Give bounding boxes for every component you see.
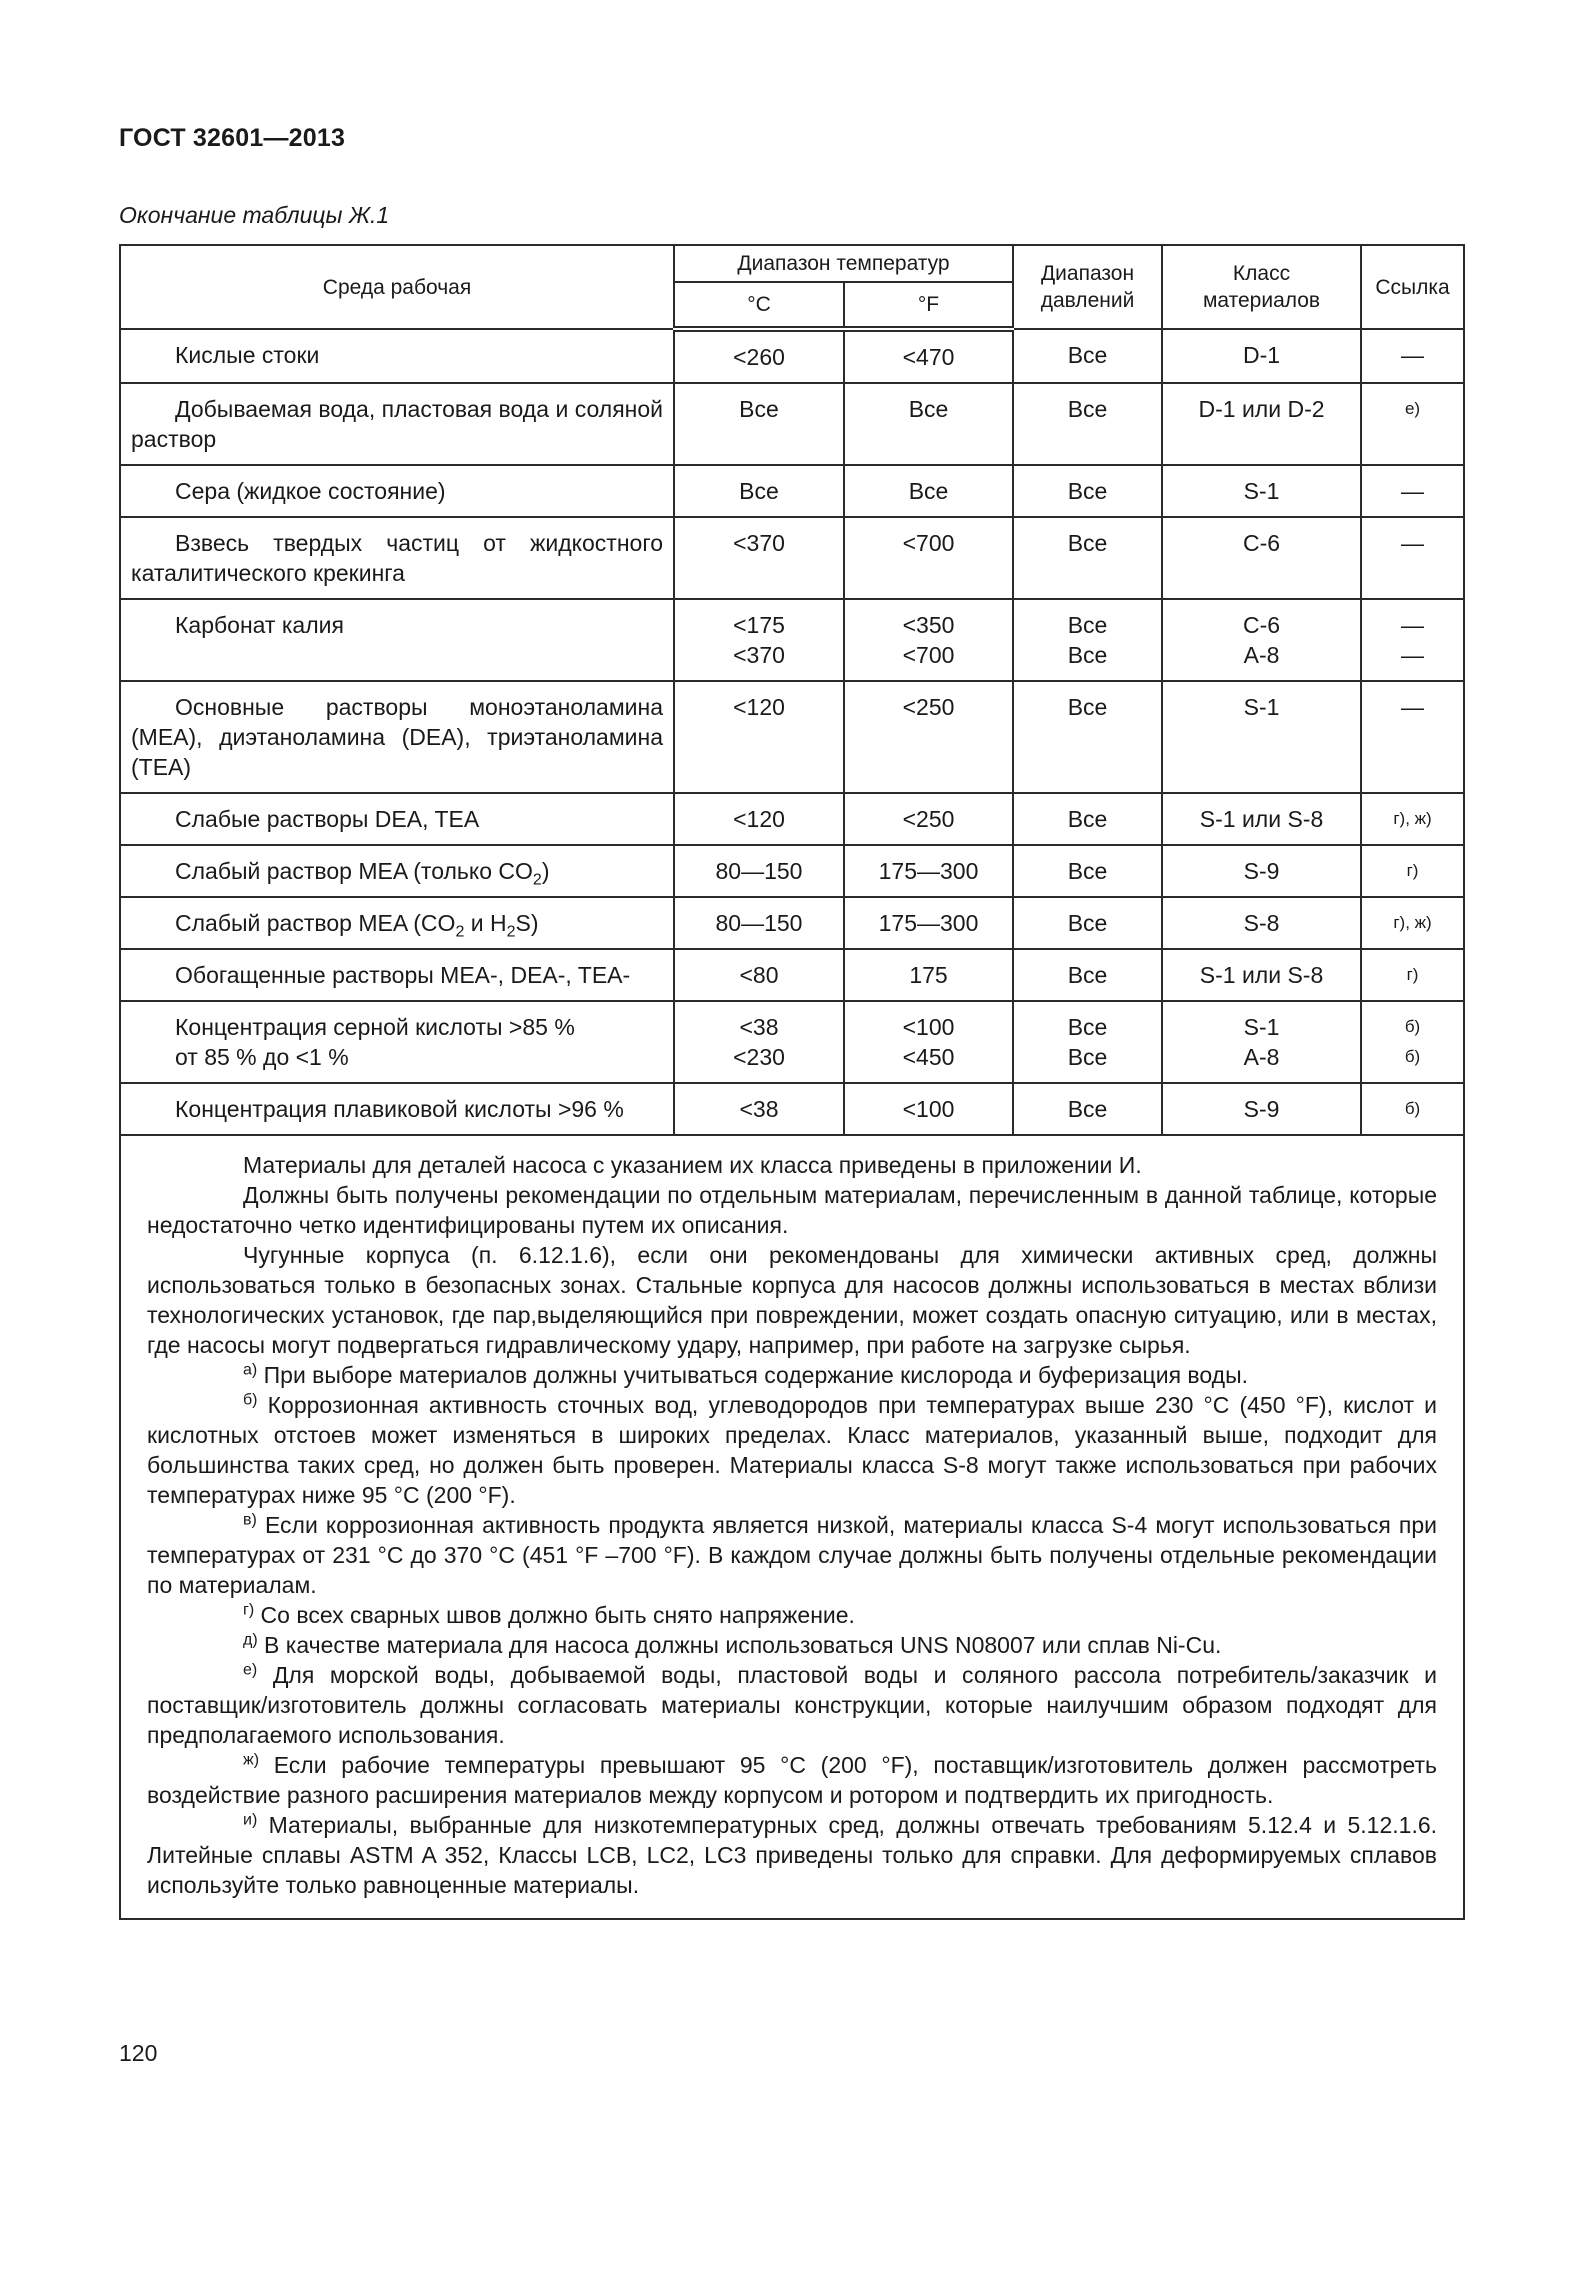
fahrenheit-cell: <250 [844,681,1013,793]
footnote-b [147,1390,1437,1510]
col-pressure-range [1013,245,1162,329]
material-value: A-8 [1243,642,1280,668]
pressure-value: Все [1067,642,1108,668]
table-row [120,1001,1464,1083]
env-cell [120,845,674,897]
celsius-cell: 80—150 [674,897,844,949]
material-cell: D-1 или D-2 [1162,383,1361,465]
env-text-part: S) [515,910,539,936]
fahrenheit-cell: 175—300 [844,845,1013,897]
note-paragraph: Материалы для деталей насоса с указанием их класса приведены в приложении И. [243,1152,1142,1178]
fahrenheit-cell: <100 [844,1083,1013,1135]
fahrenheit-cell: Все [844,465,1013,517]
celsius-value: <38 [739,1014,779,1040]
materials-table [119,244,1465,1920]
page-number: 120 [119,2040,158,2066]
footnote-text: Со всех сварных швов должно быть снято напряжение. [254,1602,855,1628]
material-cell: C-6 [1162,517,1361,599]
pressure-cell: Все [1013,329,1162,383]
subscript: 2 [532,871,542,889]
footnote-mark: а) [243,1361,258,1379]
col-fahrenheit: °F [844,282,1013,329]
pressure-cell: Все [1013,793,1162,845]
table-row [120,383,1464,465]
reference-value: — [1401,612,1425,638]
env-cell [120,793,674,845]
env-cell [120,599,674,681]
celsius-cell: <38 [674,1083,844,1135]
pressure-value: Все [1067,1014,1108,1040]
table-row [120,599,1464,681]
celsius-cell: <120 [674,793,844,845]
material-value: A-8 [1243,1044,1280,1070]
table-row [120,793,1464,845]
col-environment: Среда рабочая [120,245,674,329]
footnote-text: Если коррозионная активность продукта является низкой, материалы класса S-4 могут использоваться при температурах от 231 °C до 370 °C (451 °F –700 °F). В каждом случае должны быть получены отдельные рекомендации по материалам. [147,1512,1438,1598]
table-row [120,949,1464,1001]
reference-cell: г) [1361,949,1464,1001]
fahrenheit-value: <100 [902,1014,955,1040]
table-row [120,681,1464,793]
footnote-mark: и) [243,1811,258,1829]
pressure-cell [1013,599,1162,681]
material-cell: D-1 [1162,329,1361,383]
env-text: Кислые стоки [175,342,320,368]
celsius-cell: <80 [674,949,844,1001]
reference-cell: — [1361,465,1464,517]
celsius-value: <370 [733,642,785,668]
footnote-text: Материалы, выбранные для низкотемпературных сред, должны отвечать требованиям 5.12.4 и 5.12.1.6. Литейные сплавы ASTM A 352, Классы LCB, LC2, LC3 приведены только для справки. Для деформируемых сплавов используйте только равноценные материалы. [147,1812,1438,1898]
footnote-mark: б) [243,1391,258,1409]
env-text: Добываемая вода, пластовая вода и соляной раствор [131,396,663,452]
material-value: S-1 [1243,1014,1280,1040]
material-cell: S-9 [1162,1083,1361,1135]
reference-cell: б) [1361,1083,1464,1135]
col-material-label: Класс материалов [1202,262,1321,312]
table-caption: Окончание таблицы Ж.1 [119,202,390,228]
env-text: Обогащенные растворы MEA-, DEA-, TEA- [175,962,631,988]
env-text: Слабые растворы DEA, TEA [175,806,480,832]
reference-cell [1361,1001,1464,1083]
pressure-cell [1013,1001,1162,1083]
material-cell [1162,599,1361,681]
env-cell [120,897,674,949]
env-text: Сера (жидкое состояние) [175,478,446,504]
footnote-mark: г) [243,1601,255,1619]
env-cell [120,383,674,465]
col-celsius: °C [674,282,844,329]
reference-cell: г), ж) [1361,793,1464,845]
col-reference: Ссылка [1361,245,1464,329]
fahrenheit-cell: 175—300 [844,897,1013,949]
env-cell [120,1083,674,1135]
fahrenheit-value: <700 [902,642,955,668]
env-text-part: Слабый раствор MEA (только CO [175,858,533,884]
celsius-cell: Все [674,383,844,465]
reference-cell: — [1361,517,1464,599]
reference-cell: — [1361,329,1464,383]
footnote-text: Для морской воды, добываемой воды, пластовой воды и соляного рассола потребитель/заказчик и поставщик/изготовитель должны согласовать материалы конструкции, которые наилучшим образом подходят для предполагаемого использования. [147,1662,1438,1748]
footnote-e [147,1660,1437,1750]
fahrenheit-value: <450 [902,1044,955,1070]
env-cell [120,329,674,383]
reference-value: б) [1404,1017,1421,1036]
celsius-cell: 80—150 [674,845,844,897]
subscript: 2 [506,923,516,941]
reference-value: — [1401,642,1425,668]
reference-cell [1361,599,1464,681]
footnote-g [147,1600,1437,1630]
fahrenheit-cell: 175 [844,949,1013,1001]
env-cell [120,949,674,1001]
pressure-cell: Все [1013,383,1162,465]
footnote-text: Если рабочие температуры превышают 95 °C (200 °F), поставщик/изготовитель должен рассмотреть воздействие разного расширения материалов между корпусом и ротором и подтвердить их пригодность. [147,1752,1438,1808]
footnote-v [147,1510,1437,1600]
table-row [120,465,1464,517]
reference-cell: г), ж) [1361,897,1464,949]
fahrenheit-cell: <470 [844,329,1013,383]
col-temperature-range: Диапазон температур [674,245,1013,282]
celsius-cell: <260 [674,329,844,383]
env-cell [120,517,674,599]
celsius-cell [674,599,844,681]
table-row [120,329,1464,383]
reference-value: б) [1404,1047,1421,1066]
env-text: Основные растворы моноэтаноламина (MEA), диэтаноламина (DEA), триэтаноламина (TEA) [131,694,663,780]
footnote-mark: ж) [243,1751,260,1769]
fahrenheit-cell [844,1001,1013,1083]
footnote-mark: е) [243,1661,258,1679]
env-text-part: и H [464,910,507,936]
env-text: Концентрация плавиковой кислоты >96 % [175,1096,624,1122]
env-text [131,910,539,941]
celsius-cell: <370 [674,517,844,599]
env-cell [120,681,674,793]
note-paragraph: Должны быть получены рекомендации по отдельным материалам, перечисленным в данной таблице, которые недостаточно четко идентифицированы путем их описания. [147,1182,1438,1238]
celsius-cell [674,1001,844,1083]
pressure-cell: Все [1013,681,1162,793]
footnote-mark: в) [243,1511,257,1529]
pressure-value: Все [1067,1044,1108,1070]
note-paragraph: Чугунные корпуса (п. 6.12.1.6), если они рекомендованы для химически активных сред, должны использоваться только в безопасных зонах. Стальные корпуса для насосов должны использоваться в местах вблизи технологических установок, где пар,выделяющийся при повреждении, может создать опасную ситуацию, или в местах, где насосы могут подвергаться гидравлическому удару, например, при работе на загрузке сырья. [147,1242,1438,1358]
footnote-d [147,1630,1437,1660]
reference-cell: е) [1361,383,1464,465]
table-row [120,897,1464,949]
pressure-cell: Все [1013,465,1162,517]
pressure-cell: Все [1013,1083,1162,1135]
celsius-value: <230 [733,1044,785,1070]
footnote-text: При выборе материалов должны учитываться содержание кислорода и буферизация воды. [257,1362,1248,1388]
table-row [120,845,1464,897]
material-cell: S-1 [1162,465,1361,517]
celsius-cell: Все [674,465,844,517]
footnote-mark: д) [243,1631,258,1649]
material-cell: S-1 или S-8 [1162,793,1361,845]
table-row [120,1083,1464,1135]
col-material-class [1162,245,1361,329]
env-text: Концентрация серной кислоты >85 % [175,1014,575,1040]
env-cell [120,1001,674,1083]
reference-cell: — [1361,681,1464,793]
env-text: от 85 % до <1 % [175,1044,349,1070]
material-value: C-6 [1242,612,1281,638]
env-text: Карбонат калия [175,612,344,638]
celsius-cell: <120 [674,681,844,793]
pressure-value: Все [1067,612,1108,638]
fahrenheit-cell: <700 [844,517,1013,599]
notes-row [120,1135,1464,1919]
pressure-cell: Все [1013,845,1162,897]
table-notes [120,1135,1464,1919]
fahrenheit-cell [844,599,1013,681]
pressure-cell: Все [1013,517,1162,599]
material-cell [1162,1001,1361,1083]
pressure-cell: Все [1013,949,1162,1001]
table-header-row [120,245,1464,282]
subscript: 2 [455,923,465,941]
env-text [131,858,550,889]
material-cell: S-9 [1162,845,1361,897]
footnote-text: Коррозионная активность сточных вод, углеводородов при температурах выше 230 °C (450 °F), кислот и кислотных отстоев может изменяться в широких пределах. Класс материалов, указанный выше, подходит для большинства таких сред, но должен быть проверен. Материалы класса S-8 могут также использоваться при рабочих температурах ниже 95 °C (200 °F). [147,1392,1438,1508]
footnote-zh [147,1750,1437,1810]
fahrenheit-cell: Все [844,383,1013,465]
footnote-text: В качестве материала для насоса должны использоваться UNS N08007 или сплав Ni-Cu. [257,1632,1222,1658]
footnote-i [147,1810,1437,1900]
col-pressure-label: Диапазон давлений [1040,262,1135,312]
footnote-a [147,1360,1437,1390]
fahrenheit-cell: <250 [844,793,1013,845]
table-row [120,517,1464,599]
celsius-value: <175 [733,612,785,638]
reference-cell: г) [1361,845,1464,897]
standard-header: ГОСТ 32601—2013 [119,124,346,152]
material-cell: S-8 [1162,897,1361,949]
env-text: Взвесь твердых частиц от жидкостного каталитического крекинга [131,530,663,586]
env-cell [120,465,674,517]
env-text-part: ) [541,858,550,884]
material-cell: S-1 или S-8 [1162,949,1361,1001]
env-text-part: Слабый раствор MEA (CO [175,910,456,936]
material-cell: S-1 [1162,681,1361,793]
fahrenheit-value: <350 [902,612,955,638]
pressure-cell: Все [1013,897,1162,949]
